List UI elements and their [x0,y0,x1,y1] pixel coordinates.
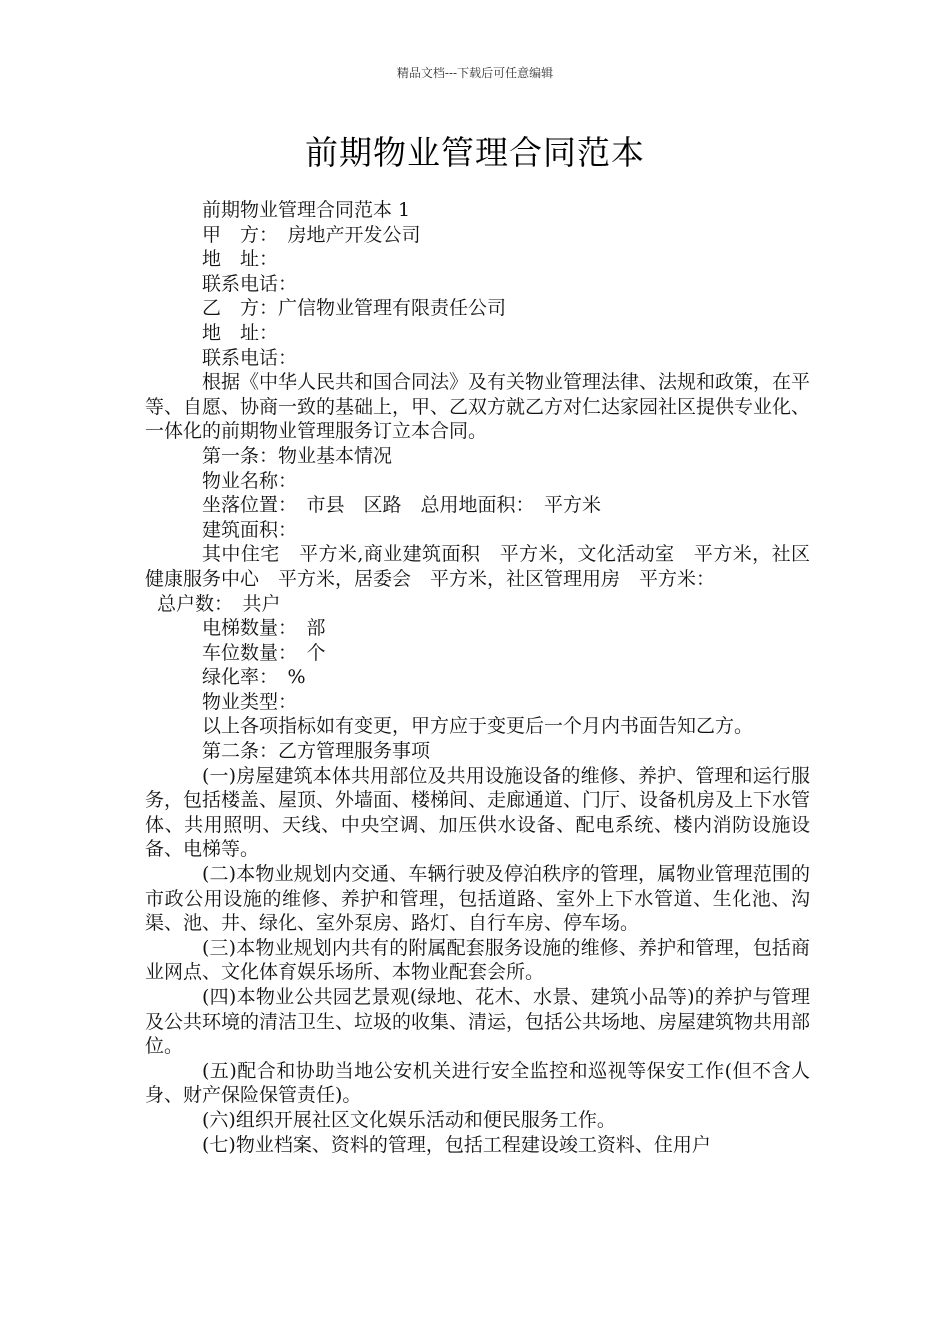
party-a-address: 地 址： [202,248,279,271]
property-location-line: 坐落位置： 市县 区路 总用地面积： 平方米 [202,494,602,517]
document-body [145,198,810,1157]
area-breakdown-paragraph: 其中住宅 平方米,商业建筑面积 平方米，文化活动室 平方米，社区健康服务中心 平方米，居委会 平方米，社区管理用房 平方米： [145,543,810,590]
party-a-line: 甲 方： 房地产开发公司 [202,223,421,246]
document-title: 前期物业管理合同范本 [305,133,645,172]
party-b-address: 地 址： [202,321,279,344]
greening-rate-line: 绿化率： % [202,666,306,689]
service-item-7: (七)物业档案、资料的管理，包括工程建设竣工资料、住用户 [202,1133,711,1156]
service-item-5: (五)配合和协助当地公安机关进行安全监控和巡视等保安工作(但不含人身、财产保险保管责任)。 [145,1059,810,1107]
property-name-line: 物业名称： [202,469,298,492]
elevator-count-line: 电梯数量： 部 [202,617,326,640]
article-2-heading: 第二条：乙方管理服务事项 [202,740,431,763]
subtitle-paragraph: 前期物业管理合同范本 1 [202,199,411,221]
preamble-paragraph: 根据《中华人民共和国合同法》及有关物业管理法律、法规和政策，在平等、自愿、协商一致的基础上，甲、乙双方就乙方对仁达家园社区提供专业化、一体化的前期物业管理服务订立本合同。 [145,371,811,443]
party-b-phone: 联系电话： [202,346,298,369]
change-notice-paragraph: 以上各项指标如有变更，甲方应于变更后一个月内书面告知乙方。 [202,715,754,738]
service-item-4: (四)本物业公共园艺景观(绿地、花木、水景、建筑小品等)的养护与管理及公共环境的清洁卫生、垃圾的收集、清运，包括公共场地、房屋建筑物共用部位。 [145,986,811,1058]
property-type-line: 物业类型： [202,690,298,713]
service-item-1: (一)房屋建筑本体共用部位及共用设施设备的维修、养护、管理和运行服务，包括楼盖、屋顶、外墙面、楼梯间、走廊通道、门厅、设备机房及上下水管体、共用照明、天线、中央空调、加压供水设备、配电系统、楼内消防设施设备、电梯等。 [145,764,811,861]
building-area-line: 建筑面积： [202,518,298,541]
article-1-heading: 第一条：物业基本情况 [202,444,393,467]
party-b-line: 乙 方：广信物业管理有限责任公司 [202,297,507,320]
household-count-line: 总户数： 共户 [157,592,281,615]
parking-count-line: 车位数量： 个 [202,641,326,664]
party-a-phone: 联系电话： [202,272,298,295]
service-item-2: (二)本物业规划内交通、车辆行驶及停泊秩序的管理，属物业管理范围的市政公用设施的维修、养护和管理，包括道路、室外上下水管道、生化池、沟渠、池、井、绿化、室外泵房、路灯、自行车房、停车场。 [145,863,810,935]
page-header-note: 精品文档---下载后可任意编辑 [396,66,554,80]
service-item-6: (六)组织开展社区文化娱乐活动和便民服务工作。 [202,1108,616,1131]
service-item-3: (三)本物业规划内共有的附属配套服务设施的维修、养护和管理，包括商业网点、文化体育娱乐场所、本物业配套会所。 [145,936,810,984]
